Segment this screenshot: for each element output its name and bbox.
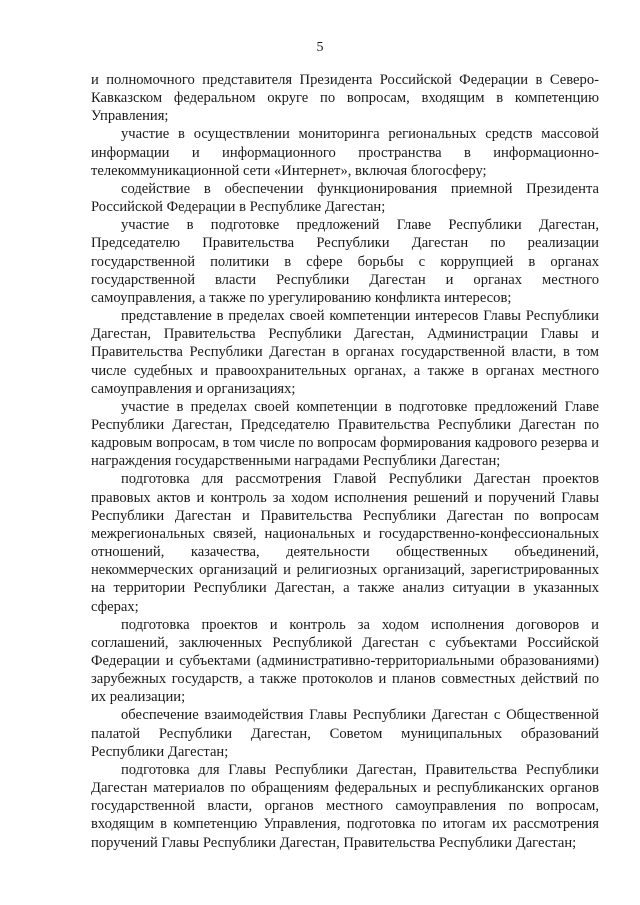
paragraph-agreements: подготовка проектов и контроль за ходом исполнения договоров и соглашений, заключенных Республикой Дагестан с субъектами Российской Федерации и субъектами (административно-территориальными образованиями) зарубежных государств, а также протоколов и планов совместных действий по их реализации; (91, 616, 599, 706)
paragraph-media-monitoring: участие в осуществлении мониторинга региональных средств массовой информации и информационного пространства в информационно-телекоммуникационной сети «Интернет», включая блогосферу; (91, 126, 599, 179)
page-number: 5 (316, 40, 324, 55)
paragraph-continuation: и полномочного представителя Президента Российской Федерации в Северо-Кавказском федеральном округе по вопросам, входящим в компетенцию Управления; (91, 72, 599, 125)
document-body (91, 71, 599, 852)
paragraph-representation: представление в пределах своей компетенции интересов Главы Республики Дагестан, Правительства Республики Дагестан, Администрации Главы и Правительства Республики Дагестан в органах государственной власти, в том числе судебных и правоохранительных органах, а также в органах местного самоуправления и организациях; (91, 308, 599, 397)
paragraph-anti-corruption: участие в подготовке предложений Главе Республики Дагестан, Председателю Правительства Республики Дагестан по реализации государственной политики в сфере борьбы с коррупцией в органах государственной власти Республики Дагестан и органах местного самоуправления, а также по урегулированию конфликта интересов; (91, 217, 599, 306)
paragraph-legal-acts: подготовка для рассмотрения Главой Республики Дагестан проектов правовых актов и контроль за ходом исполнения решений и поручений Главы Республики Дагестан и Правительства Республики Дагестан по вопросам межрегиональных связей, национальных и государственно-конфессиональных отношений, казачества, деятельности общественных объединений, некоммерческих организаций и религиозных организаций, зарегистрированных на территории Республики Дагестан, а также анализ ситуации в указанных сферах; (91, 471, 599, 615)
paragraph-appeals: подготовка для Главы Республики Дагестан, Правительства Республики Дагестан материалов по обращениям федеральных и республиканских органов государственной власти, органов местного самоуправления по вопросам, входящим в компетенцию Управления, подготовка по итогам их рассмотрения поручений Главы Республики Дагестан, Правительства Республики Дагестан; (91, 761, 599, 851)
paragraph-reception-office: содействие в обеспечении функционирования приемной Президента Российской Федерации в Республике Дагестан; (91, 180, 599, 216)
paragraph-personnel: участие в пределах своей компетенции в подготовке предложений Главе Республики Дагестан, Председателю Правительства Республики Дагестан по кадровым вопросам, в том числе по вопросам формирования кадрового резерва и награждения государственными наградами Республики Дагестан; (91, 398, 599, 470)
paragraph-public-chamber: обеспечение взаимодействия Главы Республики Дагестан с Общественной палатой Республики Дагестан, Советом муниципальных образований Республики Дагестан; (91, 707, 599, 760)
